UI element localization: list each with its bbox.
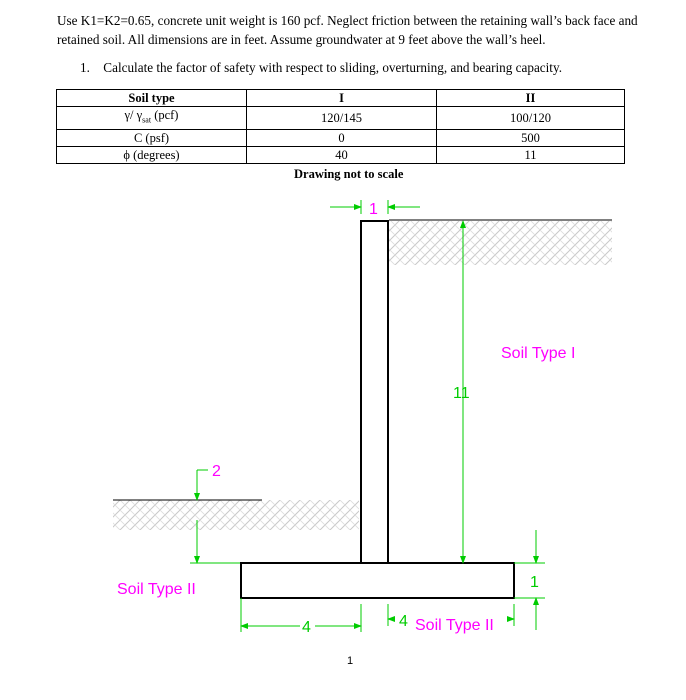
dim-toe	[241, 598, 361, 636]
dim-stem-width	[330, 200, 420, 218]
question-text: Calculate the factor of safety with respect to sliding, overturning, and bearing capacity.	[103, 60, 563, 75]
header-soil-type: Soil type	[57, 90, 247, 107]
header-soil-2: II	[437, 90, 625, 107]
dim-heel-label: 4	[399, 613, 408, 630]
dim-stem-height-label: 11	[453, 385, 470, 402]
unit-weight-unit: (pcf)	[151, 108, 179, 122]
table-cell: 120/145	[247, 107, 437, 130]
dim-base-thickness-label: 1	[530, 574, 539, 591]
dim-stem-height	[453, 221, 470, 563]
row-label-cohesion: C (psf)	[57, 129, 247, 146]
header-soil-1: I	[247, 90, 437, 107]
table-cell: 500	[437, 129, 625, 146]
backfill-soil-hatch	[389, 221, 612, 265]
soil-type-2-right-label: Soil Type II	[415, 617, 494, 634]
page-number: 1	[347, 655, 354, 667]
table-cell: 100/120	[437, 107, 625, 130]
table-cell: 40	[247, 146, 437, 163]
front-soil-hatch	[113, 500, 359, 530]
table-cell: 11	[437, 146, 625, 163]
soil-type-1-label: Soil Type I	[501, 345, 576, 362]
wall-base	[241, 563, 514, 598]
row-label-friction-angle: ϕ (degrees)	[57, 146, 247, 163]
dim-base-thickness	[514, 530, 545, 630]
dim-embedment-label: 2	[212, 463, 221, 480]
table-cell: 0	[247, 129, 437, 146]
wall-stem	[361, 221, 388, 563]
drawing-caption: Drawing not to scale	[294, 167, 404, 181]
sat-subscript: sat	[142, 115, 152, 125]
dim-toe-label: 4	[302, 619, 311, 636]
dim-stem-width-label: 1	[369, 201, 378, 218]
soil-type-2-left-label: Soil Type II	[117, 581, 196, 598]
question-number: 1.	[80, 60, 90, 75]
unit-weight-symbol: γ/ γ	[124, 108, 143, 122]
problem-statement: Use K1=K2=0.65, concrete unit weight is 160 pcf. Neglect friction between the retaining wall’s back face and retained soil. All dimensions are in feet. Assume groundwater at 9 feet above the wall’s heel.	[57, 13, 638, 47]
